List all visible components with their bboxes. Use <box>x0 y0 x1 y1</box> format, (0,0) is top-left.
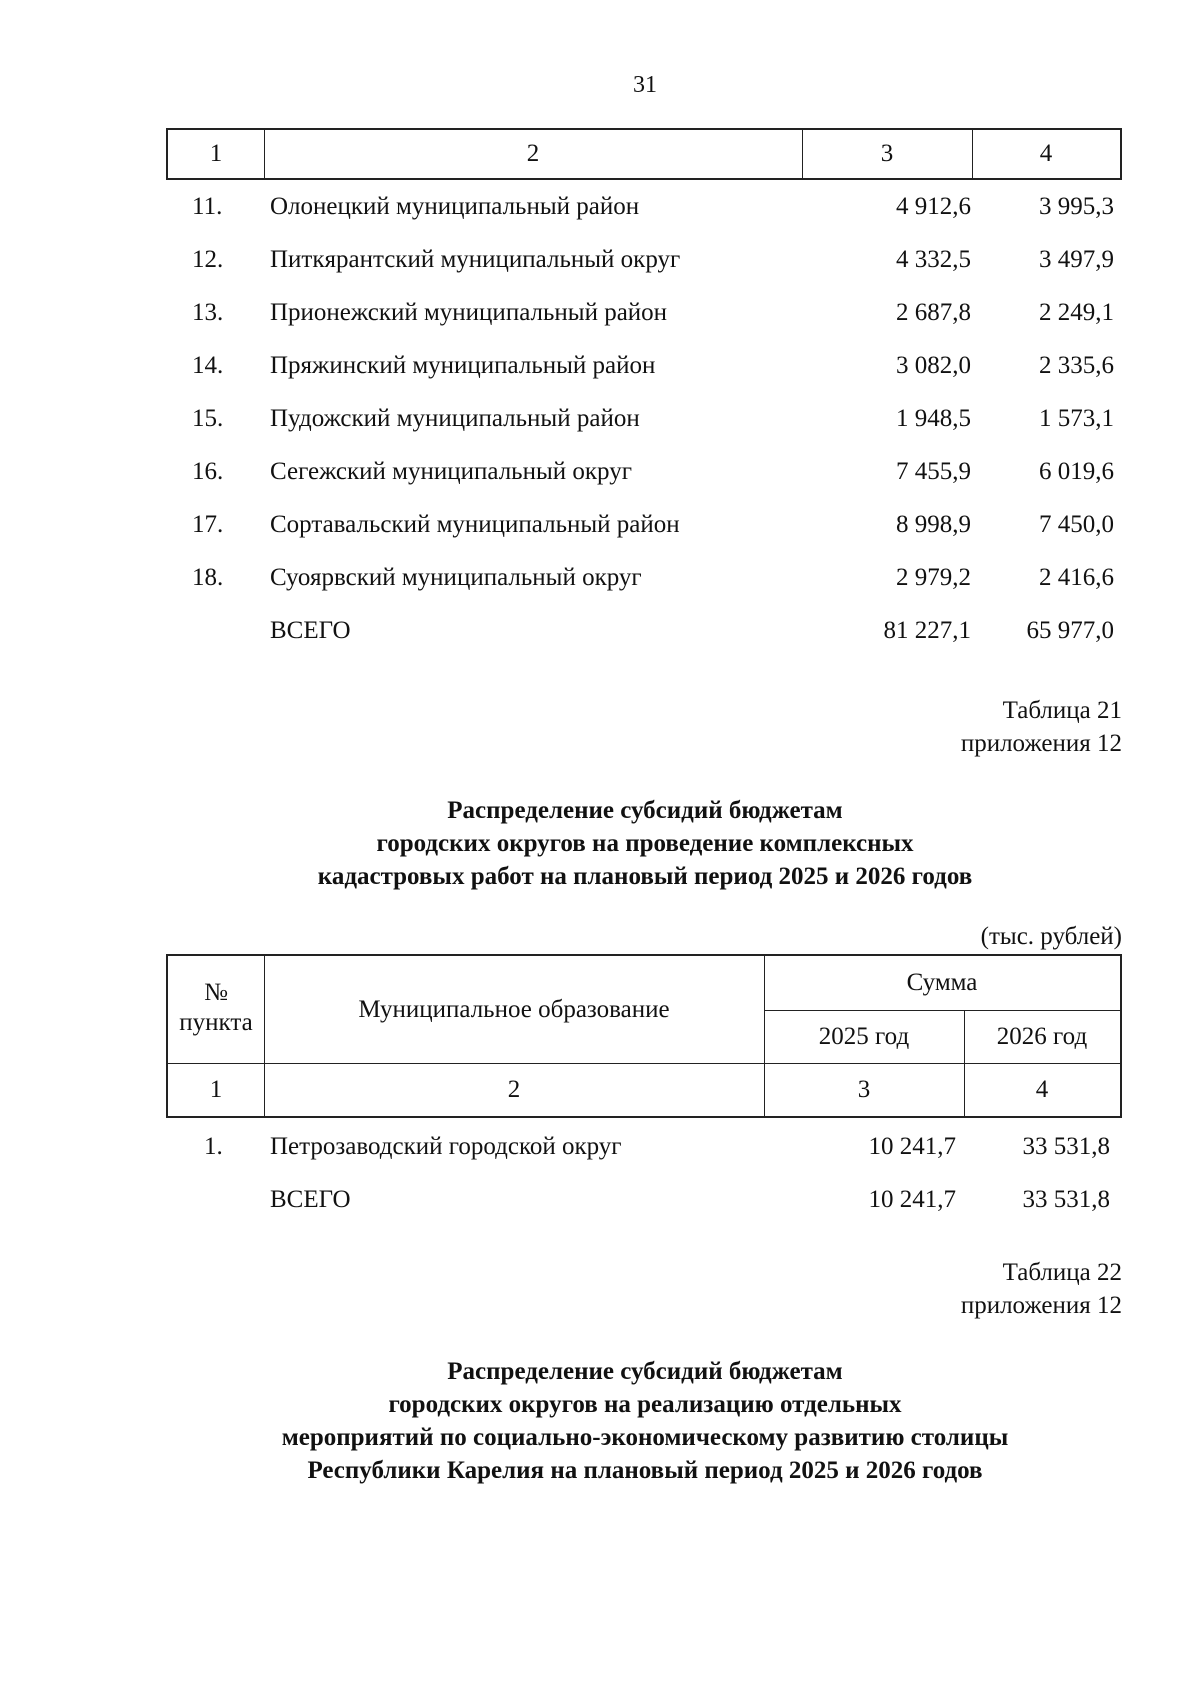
value-2026: 2 249,1 <box>1039 299 1114 326</box>
table22-caption-number: Таблица 22 <box>1002 1259 1122 1286</box>
value-2025: 7 455,9 <box>896 458 971 485</box>
table-row <box>0 1127 1200 1167</box>
header-col-4: 4 <box>1039 140 1053 167</box>
total-row <box>0 611 1200 651</box>
value-2026: 6 019,6 <box>1039 458 1114 485</box>
header-col-3: 3 <box>880 140 894 167</box>
municipality-name: Суоярвский муниципальный округ <box>270 564 642 591</box>
row-number: 1. <box>204 1133 223 1160</box>
table21-header <box>166 954 1122 1118</box>
row-number: 14. <box>192 352 224 379</box>
table22-title-line: городских округов на реализацию отдельных <box>388 1391 902 1418</box>
row-number: 12. <box>192 246 224 273</box>
municipality-name: Прионежский муниципальный район <box>270 299 668 326</box>
header-2026-col: 2026 год <box>996 1023 1088 1050</box>
header-col-2: 2 <box>526 140 540 167</box>
header-2025-col: 2025 год <box>818 1023 910 1050</box>
row-number: 13. <box>192 299 224 326</box>
municipality-name: Петрозаводский городской округ <box>270 1133 622 1160</box>
total-2025: 10 241,7 <box>868 1186 956 1213</box>
table21-caption <box>961 694 1122 760</box>
header-index-1: 1 <box>209 1076 223 1103</box>
table21-title-line: кадастровых работ на плановый период 2025 и 2026 годов <box>317 863 973 890</box>
municipality-name: Сегежский муниципальный округ <box>270 458 632 485</box>
table-row <box>0 346 1200 386</box>
value-2025: 4 332,5 <box>896 246 971 273</box>
total-2025: 81 227,1 <box>883 617 971 644</box>
municipality-name: Пудожский муниципальный район <box>270 405 640 432</box>
total-2026: 33 531,8 <box>1022 1186 1110 1213</box>
value-2025: 10 241,7 <box>868 1133 956 1160</box>
value-2025: 3 082,0 <box>896 352 971 379</box>
value-2026: 3 995,3 <box>1039 193 1114 220</box>
table-row <box>0 558 1200 598</box>
table22-title-line: Республики Карелия на плановый период 2025 и 2026 годов <box>307 1457 983 1484</box>
total-2026: 65 977,0 <box>1026 617 1114 644</box>
row-number: 15. <box>192 405 224 432</box>
table21-title-line: городских округов на проведение комплексных <box>376 830 914 857</box>
value-2026: 1 573,1 <box>1039 405 1114 432</box>
table-row <box>0 505 1200 545</box>
table22-title-line: Распределение субсидий бюджетам <box>447 1358 843 1385</box>
value-2025: 1 948,5 <box>896 405 971 432</box>
municipality-name: Пряжинский муниципальный район <box>270 352 656 379</box>
continued-table-header <box>166 128 1122 180</box>
table-row <box>0 240 1200 280</box>
value-2026: 2 335,6 <box>1039 352 1114 379</box>
header-municipality-col: Муниципальное образование <box>358 996 670 1023</box>
table-row <box>0 293 1200 333</box>
total-label: ВСЕГО <box>270 1186 351 1213</box>
row-number: 16. <box>192 458 224 485</box>
table-row <box>0 399 1200 439</box>
header-index-3: 3 <box>857 1076 871 1103</box>
unit-note: (тыс. рублей) <box>980 923 1122 950</box>
table22-caption <box>961 1256 1122 1322</box>
municipality-name: Питкярантский муниципальный округ <box>270 246 681 273</box>
header-col-1: 1 <box>209 140 223 167</box>
value-2025: 2 687,8 <box>896 299 971 326</box>
municipality-name: Олонецкий муниципальный район <box>270 193 640 220</box>
row-number: 17. <box>192 511 224 538</box>
value-2026: 7 450,0 <box>1039 511 1114 538</box>
table21-caption-appendix: приложения 12 <box>960 730 1122 757</box>
table-row <box>0 452 1200 492</box>
header-number-symbol: № <box>204 979 228 1006</box>
page-number: 31 <box>633 72 657 98</box>
table21-caption-number: Таблица 21 <box>1002 697 1122 724</box>
value-2026: 3 497,9 <box>1039 246 1114 273</box>
table21-title <box>0 794 1200 893</box>
header-index-2: 2 <box>507 1076 521 1103</box>
header-sum-col: Сумма <box>906 969 978 996</box>
value-2026: 33 531,8 <box>1022 1133 1110 1160</box>
table-row <box>0 187 1200 227</box>
value-2025: 2 979,2 <box>896 564 971 591</box>
municipality-name: Сортавальский муниципальный район <box>270 511 680 538</box>
total-label: ВСЕГО <box>270 617 351 644</box>
table22-title-line: мероприятий по социально-экономическому развитию столицы <box>281 1424 1009 1451</box>
value-2025: 8 998,9 <box>896 511 971 538</box>
value-2026: 2 416,6 <box>1039 564 1114 591</box>
table22-title <box>0 1355 1200 1487</box>
table21-title-line: Распределение субсидий бюджетам <box>447 797 843 824</box>
row-number: 18. <box>192 564 224 591</box>
header-index-4: 4 <box>1035 1076 1049 1103</box>
total-row <box>0 1180 1200 1220</box>
header-number-col <box>168 978 264 1038</box>
header-number-label: пункта <box>179 1009 253 1036</box>
table22-caption-appendix: приложения 12 <box>960 1292 1122 1319</box>
row-number: 11. <box>192 193 223 220</box>
value-2025: 4 912,6 <box>896 193 971 220</box>
